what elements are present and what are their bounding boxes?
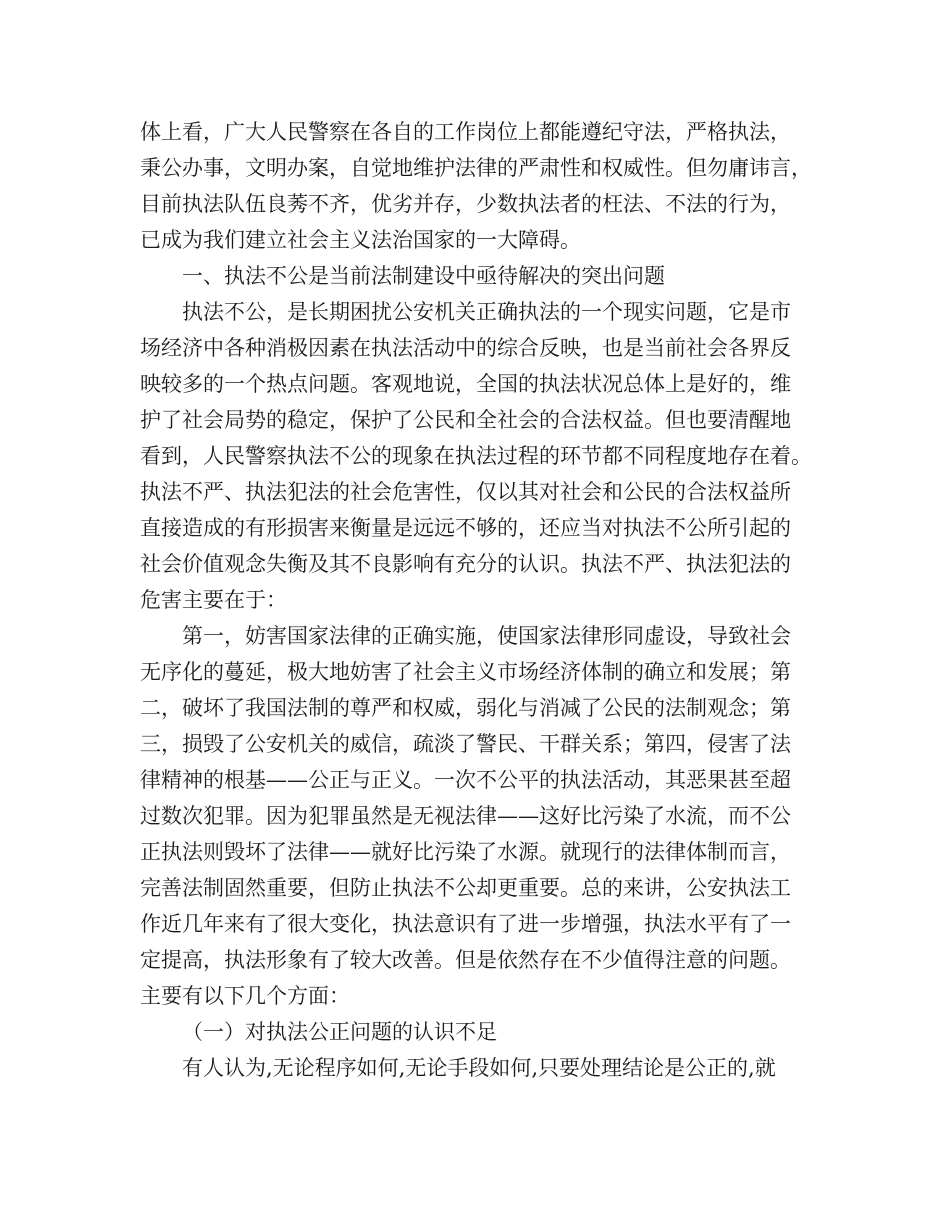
text-line: 无序化的蔓延，极大地妨害了社会主义市场经济体制的确立和发展；第 bbox=[140, 660, 791, 684]
paragraph-start-line: 第一，妨害国家法律的正确实施，使国家法律形同虚设，导致社会 bbox=[182, 624, 791, 648]
text-line: 执法不严、执法犯法的社会危害性，仅以其对社会和公民的合法权益所 bbox=[140, 480, 791, 504]
paragraph-start-line: 执法不公，是长期困扰公安机关正确执法的一个现实问题，它是市 bbox=[182, 300, 791, 324]
text-line: 完善法制固然重要，但防止执法不公却更重要。总的来讲，公安执法工 bbox=[140, 876, 791, 900]
text-line: 正执法则毁坏了法律——就好比污染了水源。就现行的法律体制而言， bbox=[140, 840, 791, 864]
text-line: 律精神的根基——公正与正义。一次不公平的执法活动，其恶果甚至超 bbox=[140, 768, 791, 792]
text-line: 护了社会局势的稳定，保护了公民和全社会的合法权益。但也要清醒地 bbox=[140, 408, 791, 432]
paragraph-start-line: 有人认为,无论程序如何,无论手段如何,只要处理结论是公正的,就 bbox=[182, 1056, 776, 1080]
text-line: 映较多的一个热点问题。客观地说，全国的执法状况总体上是好的，维 bbox=[140, 372, 791, 396]
text-line: 危害主要在于： bbox=[140, 588, 287, 612]
text-line: 主要有以下几个方面： bbox=[140, 984, 350, 1008]
body-text bbox=[140, 114, 840, 1086]
text-line: 社会价值观念失衡及其不良影响有充分的认识。执法不严、执法犯法的 bbox=[140, 552, 791, 576]
text-line: 已成为我们建立社会主义法治国家的一大障碍。 bbox=[140, 228, 581, 252]
text-line: 场经济中各种消极因素在执法活动中的综合反映，也是当前社会各界反 bbox=[140, 336, 791, 360]
paragraph-start-line: （一）对执法公正问题的认识不足 bbox=[182, 1020, 497, 1044]
text-line: 直接造成的有形损害来衡量是远远不够的，还应当对执法不公所引起的 bbox=[140, 516, 791, 540]
text-line: 体上看，广大人民警察在各自的工作岗位上都能遵纪守法，严格执法， bbox=[140, 120, 791, 144]
paragraph-start-line: 一、执法不公是当前法制建设中亟待解决的突出问题 bbox=[182, 264, 665, 288]
text-line: 秉公办事，文明办案，自觉地维护法律的严肃性和权威性。但勿庸讳言， bbox=[140, 156, 812, 180]
text-line: 定提高，执法形象有了较大改善。但是依然存在不少值得注意的问题。 bbox=[140, 948, 791, 972]
text-line: 作近几年来有了很大变化，执法意识有了进一步增强，执法水平有了一 bbox=[140, 912, 791, 936]
text-line: 看到，人民警察执法不公的现象在执法过程的环节都不同程度地存在着。 bbox=[140, 444, 812, 468]
text-line: 二，破坏了我国法制的尊严和权威，弱化与消减了公民的法制观念；第 bbox=[140, 696, 791, 720]
text-line: 目前执法队伍良莠不齐，优劣并存，少数执法者的枉法、不法的行为， bbox=[140, 192, 791, 216]
text-line: 过数次犯罪。因为犯罪虽然是无视法律——这好比污染了水流，而不公 bbox=[140, 804, 791, 828]
text-line: 三，损毁了公安机关的威信，疏淡了警民、干群关系；第四，侵害了法 bbox=[140, 732, 791, 756]
